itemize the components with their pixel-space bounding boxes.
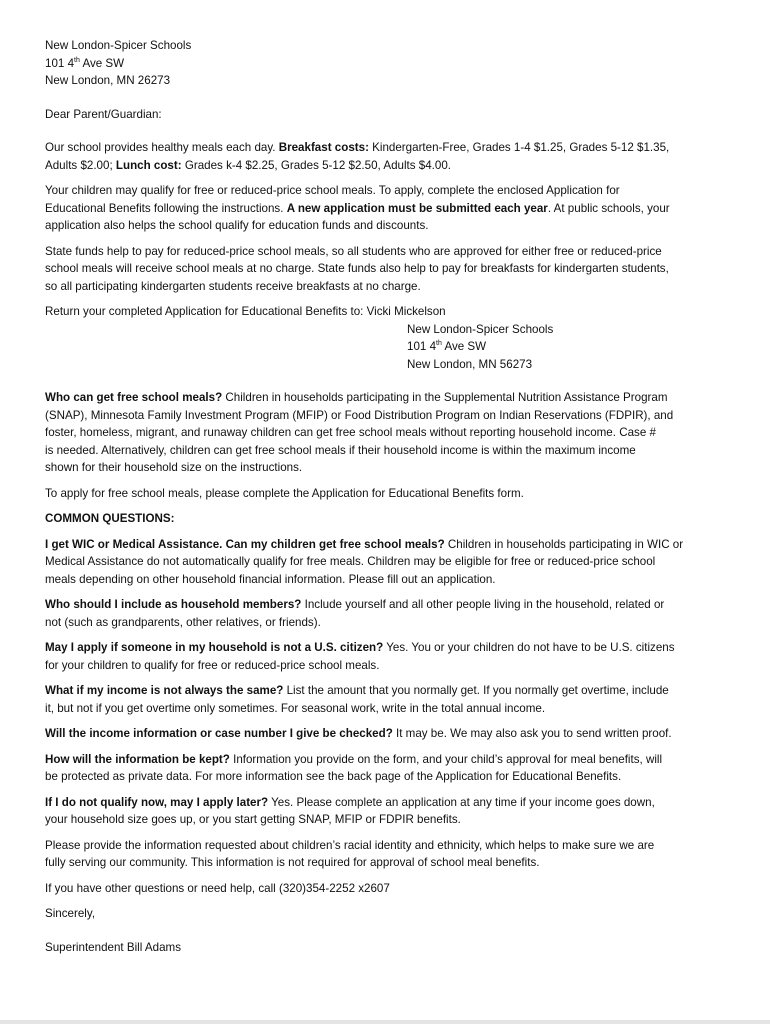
sender-line-1: New London-Spicer Schools [45,39,192,52]
state-funds-paragraph: State funds help to pay for reduced-price school meals, so all students who are approved for either free or reduced-price school meals will receive school meals at no charge. State funds also help to pay for breakfasts for kindergarten students, so all participating kindergarten students receive breakfasts at no charge. [45,244,669,293]
faq-item: What if my income is not always the same? List the amount that you normally get. If you normally get overtime, include it, but not if you get overtime only sometimes. For seasonal work, write in the total annual income. [45,684,669,715]
ethnicity-paragraph: Please provide the information requested about children’s racial identity and ethnicity, which helps to make sure we are fully serving our community. This information is not required for approval of school meal benefits. [45,838,655,869]
return-city: New London, MN 56273 [407,357,533,371]
return-org: New London-Spicer Schools [407,322,554,336]
sender-address [45,37,735,90]
common-questions-heading: COMMON QUESTIONS: [45,512,175,525]
faq-question: Will the income information or case number I give be checked? [45,727,393,740]
faq-question: I get WIC or Medical Assistance. Can my children get free school meals? [45,537,445,551]
letter-body [45,37,735,956]
new-application-notice: A new application must be submitted each year [286,201,548,215]
faq-question: If I do not qualify now, may I apply later? [45,795,269,809]
qualify-paragraph: Your children may qualify for free or reduced-price school meals. To apply, complete the enclosed Application for Educational Benefits following the instructions. A new application must be submitted each year. At public schools, your application also helps the school qualify for education funds and discounts. [45,184,670,232]
page-bottom-edge [0,1020,770,1024]
closing: Sincerely, [45,907,96,920]
faq-item: May I apply if someone in my household is not a U.S. citizen? Yes. You or your children do not have to be U.S. citizens for your children to qualify for free or reduced-price school meals. [45,641,675,672]
sender-line-3: New London, MN 26273 [45,74,171,87]
sender-line-2: 101 4th Ave SW [45,56,125,70]
faq-item: How will the information be kept? Information you provide on the form, and your child’s approval for meal benefits, will be protected as private data. For more information see the back page of the Application for Educational Benefits. [45,752,663,783]
greeting: Dear Parent/Guardian: [45,107,162,121]
meal-costs-paragraph: Our school provides healthy meals each day. Breakfast costs: Kindergarten-Free, Grades 1-4 $1.25, Grades 5-12 $1.35, Adults $2.00; Lunch cost: Grades k-4 $2.25, Grades 5-12 $2.50, Adults $4.00. [45,141,670,172]
return-street: 101 4th Ave SW [407,340,487,353]
faq-list [45,536,735,829]
help-contact: If you have other questions or need help, call (320)354-2252 x2607 [45,881,390,895]
faq-item: I get WIC or Medical Assistance. Can my children get free school meals? Children in households participating in WIC or Medical Assistance do not automatically qualify for free meals. Children may be eligible for free or reduced-price school meals depending on other household financial information. Please fill out an application. [45,537,684,586]
faq-question: How will the information be kept? [45,752,230,766]
return-contact-name: Vicki Mickelson [366,305,446,318]
faq-item: If I do not qualify now, may I apply later? Yes. Please complete an application at any time if your income goes down, your household size goes up, or you start getting SNAP, MFIP or FDPIR benefits. [45,795,655,826]
signature: Superintendent Bill Adams [45,940,181,954]
faq-item: Will the income information or case number I give be checked? It may be. We may also ask you to send written proof. [45,727,672,740]
return-address-block [45,303,735,373]
free-meals-question: Who can get free school meals? [45,391,223,404]
faq-question: What if my income is not always the same? [45,684,284,697]
faq-question: May I apply if someone in my household is not a U.S. citizen? [45,641,384,654]
apply-instruction: To apply for free school meals, please complete the Application for Educational Benefits form. [45,486,524,500]
breakfast-label: Breakfast costs: [278,141,369,154]
faq-item: Who should I include as household members? Include yourself and all other people living in the household, related or not (such as grandparents, other relatives, or friends). [45,598,665,629]
faq-question: Who should I include as household members? [45,598,302,611]
lunch-label: Lunch cost: [115,158,182,172]
free-meals-paragraph: Who can get free school meals? Children in households participating in the Supplemental Nutrition Assistance Program (SNAP), Minnesota Family Investment Program (MFIP) or Food Distribution Program on Indian Reservations (FDPIR), and foster, homeless, migrant, and runaway children can get free school meals without reporting household income. Case # is needed. Alternatively, children can get free school meals if their household income is within the maximum income shown for their household size on the instructions. [45,391,674,474]
return-label: Return your completed Application for Educational Benefits to: [45,305,367,318]
